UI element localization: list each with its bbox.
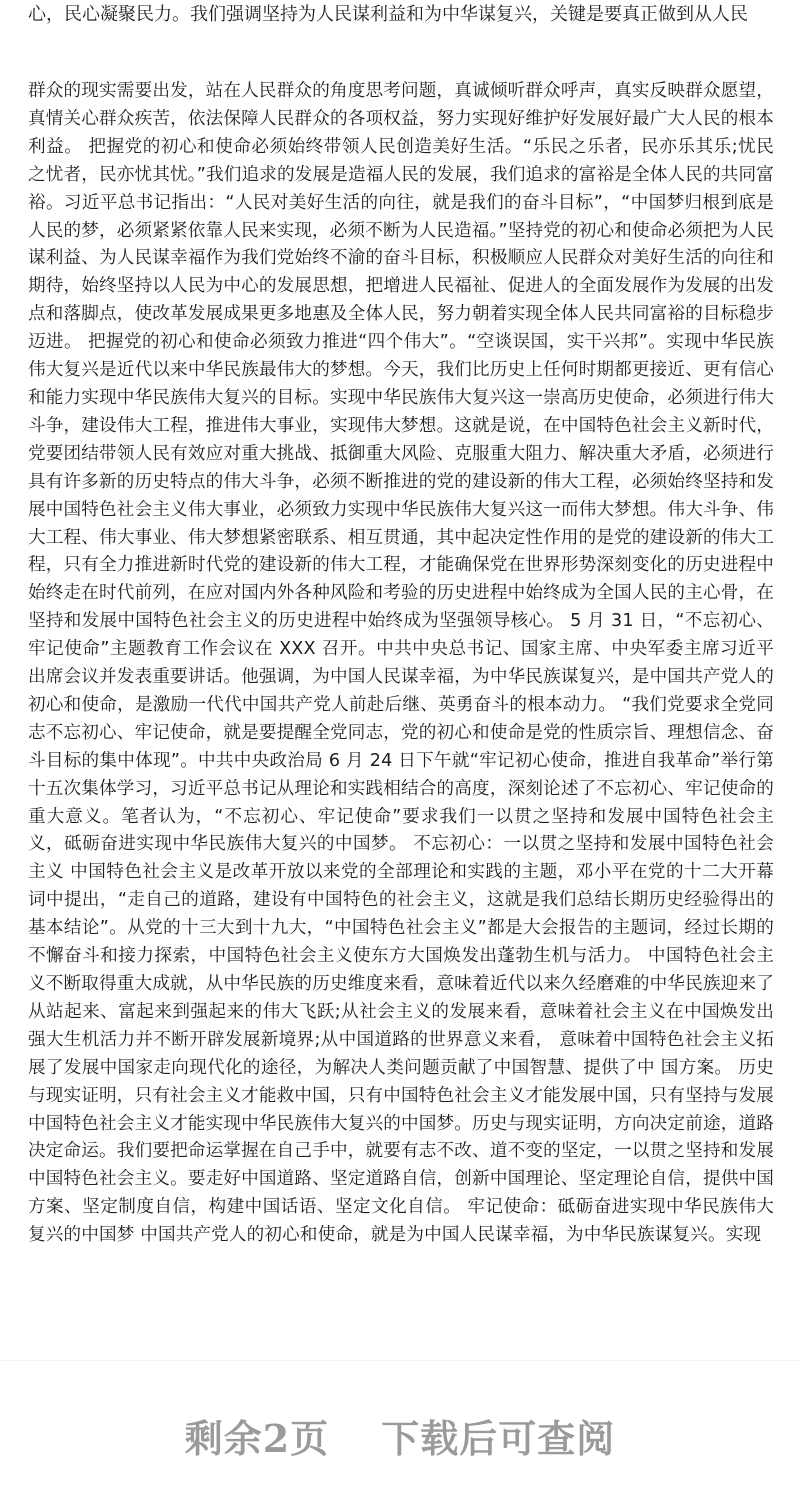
previous-page-text-fragment: 心，民心凝聚民力。我们强调坚持为人民谋利益和为中华谋复兴，关键是要真正做到从人民 [28,4,748,25]
download-prompt-label[interactable]: 下载后可查阅 [381,1415,616,1461]
remaining-pages-label[interactable]: 剩余2页 [184,1415,330,1461]
download-more-banner[interactable] [0,1400,800,1470]
document-body-text: 群众的现实需要出发，站在人民群众的角度思考问题，真诚倾听群众呼声，真实反映群众愿望，真情关心群众疾苦，依法保障人民群众的各项权益，努力实现好维护好发展好最广大人民的根本利益。 把握党的初心和使命必须始终带领人民创造美好生活。“乐民之乐者，民亦乐其乐;忧民之忧者，民亦忧其忧。”我们追求的发展是造福人民的发展，我们追求的富裕是全体人民的共同富裕。习近平总书记指出：“人民对美好生活的向往，就是我们的奋斗目标”，“中国梦归根到底是人民的梦，必须紧紧依靠人民来实现，必须不断为人民造福。”坚持党的初心和使命必须把为人民谋利益、为人民谋幸福作为我们党始终不渝的奋斗目标，积极顺应人民群众对美好生活的向往和期待，始终坚持以人民为中心的发展思想，把增进人民福祉、促进人的全面发展作为发展的出发点和落脚点，使改革发展成果更多地惠及全体人民，努力朝着实现全体人民共同富裕的目标稳步迈进。 把握党的初心和使命必须致力推进“四个伟大”。“空谈误国，实干兴邦”。实现中华民族伟大复兴是近代以来中华民族最伟大的梦想。今天，我们比历史上任何时期都更接近、更有信心和能力实现中华民族伟大复兴的目标。实现中华民族伟大复兴这一崇高历史使命，必须进行伟大斗争，建设伟大工程，推进伟大事业，实现伟大梦想。这就是说，在中国特色社会主义新时代，党要团结带领人民有效应对重大挑战、抵御重大风险、克服重大阻力、解决重大矛盾，必须进行具有许多新的历史特点的伟大斗争，必须不断推进的党的建设新的伟大工程，必须始终坚持和发展中国特色社会主义伟大事业，必须致力实现中华民族伟大复兴这一而伟大梦想。伟大斗争、伟大工程、伟大事业、伟大梦想紧密联系、相互贯通，其中起决定性作用的是党的建设新的伟大工程，只有全力推进新时代党的建设新的伟大工程，才能确保党在世界形势深刻变化的历史进程中始终走在时代前列，在应对国内外各种风险和考验的历史进程中始终成为全国人民的主心骨，在坚持和发展中国特色社会主义的历史进程中始终成为坚强领导核心。 5 月 31 日，“不忘初心、牢记使命”主题教育工作会议在 XXX 召开。中共中央总书记、国家主席、中央军委主席习近平出席会议并发表重要讲话。他强调，为中国人民谋幸福，为中华民族谋复兴，是中国共产党人的初心和使命，是激励一代代中国共产党人前赴后继、英勇奋斗的根本动力。 “我们党要求全党同志不忘初心、牢记使命，就是要提醒全党同志，党的初心和使命是党的性质宗旨、理想信念、奋斗目标的集中体现”。中共中央政治局 6 月 24 日下午就“牢记初心使命，推进自我革命”举行第十五次集体学习，习近平总书记从理论和实践相结合的高度，深刻论述了不忘初心、牢记使命的重大意义。笔者认为，“不忘初心、牢记使命”要求我们一以贯之坚持和发展中国特色社会主义，砥砺奋进实现中华民族伟大复兴的中国梦。 不忘初心：一以贯之坚持和发展中国特色社会主义 中国特色社会主义是改革开放以来党的全部理论和实践的主题，邓小平在党的十二大开幕词中提出，“走自己的道路，建设有中国特色的社会主义，这就是我们总结长期历史经验得出的基本结论”。从党的十三大到十九大，“中国特色社会主义”都是大会报告的主题词，经过长期的不懈奋斗和接力探索，中国特色社会主义使东方大国焕发出蓬勃生机与活力。 中国特色社会主义不断取得重大成就，从中华民族的历史维度来看，意味着近代以来久经磨难的中华民族迎来了从站起来、富起来到强起来的伟大飞跃;从社会主义的发展来看，意味着社会主义在中国焕发出强大生机活力并不断开辟发展新境界;从中国道路的世界意义来看， 意味着中国特色社会主义拓展了发展中国家走向现代化的途径，为解决人类问题贡献了中国智慧、提供了中 国方案。 历史与现实证明，只有社会主义才能救中国，只有中国特色社会主义才能发展中国，只有坚持与发展中国特色社会主义才能实现中华民族伟大复兴的中国梦。历史与现实证明，方向决定前途，道路决定命运。我们要把命运掌握在自己手中，就要有志不改、道不变的坚定，一以贯之坚持和发展中国特色社会主义。要走好中国道路、坚定道路自信，创新中国理论、坚定理论自信，提供中国方案、坚定制度自信，构建中国话语、坚定文化自信。 牢记使命：砥砺奋进实现中华民族伟大复兴的中国梦 中国共产党人的初心和使命，就是为中国人民谋幸福，为中华民族谋复兴。实现 [28,81,774,1246]
page-divider [0,1360,800,1361]
